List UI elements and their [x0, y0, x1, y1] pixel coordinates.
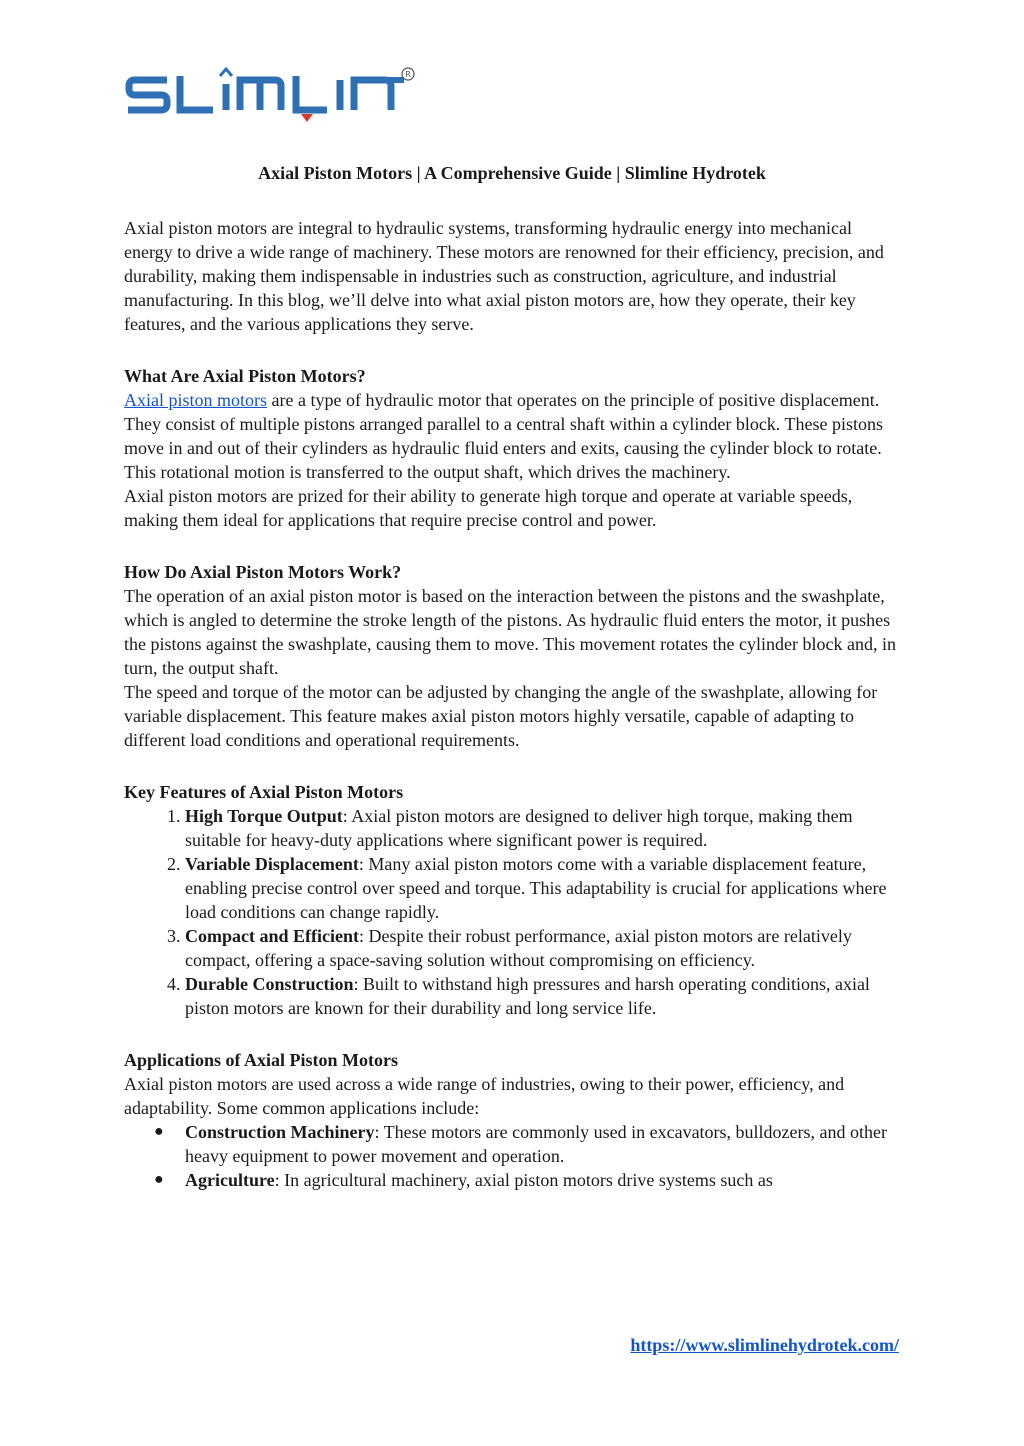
- feature-text: : Axial piston motors are designed to deliver high torque, making them suitable for heavy-duty applications where significant power is required.: [185, 806, 853, 850]
- bullet-icon: ●: [154, 1123, 164, 1140]
- paragraph: The speed and torque of the motor can be adjusted by changing the angle of the swashplate, allowing for variable displacement. This feature makes axial piston motors highly versatile, capable of adapting to different load conditions and operational requirements.: [124, 682, 878, 750]
- section-heading: Applications of Axial Piston Motors: [124, 1050, 399, 1070]
- applications-list: [124, 1120, 904, 1192]
- feature-text: : Despite their robust performance, axial piston motors are relatively compact, offering a space-saving solution without compromising on efficiency.: [185, 926, 852, 970]
- list-item: [185, 804, 904, 852]
- list-item: [154, 1120, 904, 1168]
- feature-title: Variable Displacement: [185, 854, 359, 874]
- application-text: : These motors are commonly used in excavators, bulldozers, and other heavy equipment to power movement and operation.: [185, 1122, 888, 1166]
- intro-paragraph: Axial piston motors are integral to hydraulic systems, transforming hydraulic energy into mechanical energy to drive a wide range of machinery. These motors are renowned for their efficiency, precision, and durability, making them indispensable in industries such as construction, agriculture, and industrial manufacturing. In this blog, we’ll delve into what axial piston motors are, how they operate, their key features, and the various applications they serve.: [124, 218, 884, 334]
- section-heading: How Do Axial Piston Motors Work?: [124, 562, 402, 582]
- section-features: [124, 780, 904, 1020]
- paragraph: Axial piston motors are used across a wide range of industries, owing to their power, efficiency, and adaptability. Some common applications include:: [124, 1074, 845, 1118]
- bullet-icon: ●: [154, 1171, 164, 1188]
- paragraph: Axial piston motors are prized for their ability to generate high torque and operate at variable speeds, making them ideal for applications that require precise control and power.: [124, 486, 853, 530]
- application-title: Construction Machinery: [185, 1122, 375, 1142]
- axial-piston-motors-link[interactable]: Axial piston motors: [124, 390, 267, 410]
- section-heading: What Are Axial Piston Motors?: [124, 366, 366, 386]
- slimline-logo: [125, 66, 420, 126]
- paragraph-text: are a type of hydraulic motor that operates on the principle of positive displacement. They consist of multiple pistons arranged parallel to a central shaft within a cylinder block. These pistons move in and out of their cylinders as hydraulic fluid enters and exits, causing the cylinder block to rotate. This rotational motion is transferred to the output shaft, which drives the machinery.: [124, 390, 883, 482]
- paragraph: The operation of an axial piston motor is based on the interaction between the pistons and the swashplate, which is angled to determine the stroke length of the pistons. As hydraulic fluid enters the motor, it pushes the pistons against the swashplate, causing them to move. This movement rotates the cylinder block and, in turn, the output shaft.: [124, 586, 897, 678]
- document-body: [124, 216, 904, 1220]
- feature-title: Durable Construction: [185, 974, 354, 994]
- footer-website-link[interactable]: https://www.slimlinehydrotek.com/: [630, 1335, 899, 1355]
- feature-title: High Torque Output: [185, 806, 343, 826]
- list-item: [185, 924, 904, 972]
- svg-text:R: R: [405, 70, 411, 80]
- application-title: Agriculture: [185, 1170, 275, 1190]
- list-item: [154, 1168, 904, 1192]
- document-title: Axial Piston Motors | A Comprehensive Guide | Slimline Hydrotek: [258, 163, 766, 183]
- section-applications: [124, 1048, 904, 1192]
- list-item: [185, 972, 904, 1020]
- paragraph: [124, 388, 904, 484]
- feature-text: : Built to withstand high pressures and harsh operating conditions, axial piston motors are known for their durability and long service life.: [185, 974, 870, 1018]
- section-what: [124, 364, 904, 532]
- application-text: : In agricultural machinery, axial piston motors drive systems such as: [274, 1170, 773, 1190]
- feature-title: Compact and Efficient: [185, 926, 359, 946]
- section-heading: Key Features of Axial Piston Motors: [124, 782, 404, 802]
- features-list: [124, 804, 904, 1020]
- feature-text: : Many axial piston motors come with a variable displacement feature, enabling precise control over speed and torque. This adaptability is crucial for applications where load conditions can change rapidly.: [185, 854, 887, 922]
- section-how: [124, 560, 904, 752]
- list-item: [185, 852, 904, 924]
